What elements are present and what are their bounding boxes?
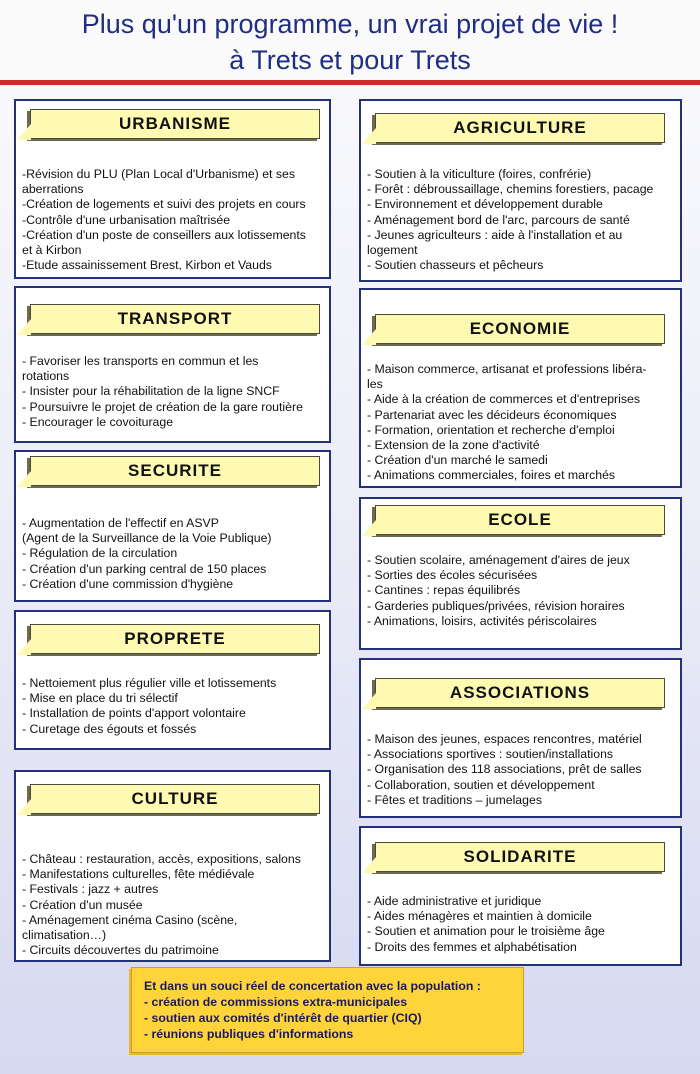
item-list-transport	[22, 354, 322, 430]
section-title-economie: ECONOMIE	[375, 314, 665, 344]
list-item: - Garderies publiques/privées, révision horaires	[367, 598, 625, 613]
list-item: - Création d'un musée	[22, 897, 143, 912]
list-item: - Mise en place du tri sélectif	[22, 691, 178, 706]
list-item: - Insister pour la réhabilitation de la ligne SNCF	[22, 384, 280, 399]
list-item: - Circuits découvertes du patrimoine	[22, 943, 219, 958]
list-item: - Aides ménagères et maintien à domicile	[367, 909, 592, 924]
list-item: - Partenariat avec les décideurs économiques	[367, 407, 617, 422]
list-item: - Environnement et développement durable	[367, 197, 603, 212]
item-list-economie	[367, 362, 672, 484]
page-title: Plus qu'un programme, un vrai projet de vie !	[81, 9, 619, 39]
list-item: - création de commissions extra-municipales	[144, 995, 408, 1009]
page-header	[0, 0, 700, 88]
section-title-agriculture: AGRICULTURE	[375, 113, 665, 143]
list-item: - Organisation des 118 associations, prêt de salles	[367, 762, 642, 777]
list-item: - Collaboration, soutien et développement	[367, 777, 595, 792]
list-item: - Favoriser les transports en commun et les rotations	[22, 354, 259, 384]
section-urbanisme	[14, 99, 331, 279]
list-item: - Festivals : jazz + autres	[22, 882, 159, 897]
list-item: - Création d'un parking central de 150 places	[22, 561, 267, 576]
list-item: - Maison commerce, artisanat et professions libéra- les	[367, 362, 647, 392]
concertation-intro: Et dans un souci réel de concertation avec la population :	[144, 979, 481, 993]
list-item: - Création d'un marché le samedi	[367, 453, 548, 468]
list-item: - Poursuivre le projet de création de la gare routière	[22, 399, 303, 414]
item-list-agriculture	[367, 167, 672, 273]
list-item: - Soutien scolaire, aménagement d'aires de jeux	[367, 553, 630, 567]
list-item: - Aide administrative et juridique	[367, 894, 542, 908]
list-item: - Installation de points d'apport volontaire	[22, 706, 246, 721]
list-item: - Jeunes agriculteurs : aide à l'installation et au logement	[367, 227, 623, 258]
list-item: - Aménagement cinéma Casino (scène, climatisation…)	[22, 912, 238, 943]
list-item: - Associations sportives : soutien/installations	[367, 747, 614, 762]
list-item: - Extension de la zone d'activité	[367, 438, 540, 453]
item-list-associations	[367, 732, 672, 808]
list-item: - Aide à la création de commerces et d'entreprises	[367, 392, 641, 407]
section-associations	[359, 658, 682, 818]
list-item: - Forêt : débroussaillage, chemins forestiers, pacage	[367, 182, 654, 197]
list-item: - Animations commerciales, foires et marchés	[367, 468, 616, 483]
section-title-ecole: ECOLE	[375, 505, 665, 535]
section-proprete	[14, 610, 331, 750]
section-ecole	[359, 497, 682, 650]
list-item: -Etude assainissement Brest, Kirbon et Vauds	[22, 258, 272, 273]
item-list-ecole	[367, 553, 672, 629]
item-list-culture	[22, 852, 322, 958]
section-securite	[14, 450, 331, 602]
list-item: - Nettoiement plus régulier ville et lotissements	[22, 676, 277, 690]
list-item: -Contrôle d'une urbanisation maîtrisée	[22, 212, 231, 227]
section-title-proprete: PROPRETE	[30, 624, 320, 654]
list-item: -Création de logements et suivi des projets en cours	[22, 197, 306, 212]
list-item: - Encourager le covoiturage	[22, 414, 174, 429]
list-item: - Augmentation de l'effectif en ASVP (Agent de la Surveillance de la Voie Publique)	[22, 516, 272, 546]
header-divider	[0, 80, 700, 85]
list-item: - Animations, loisirs, activités périscolaires	[367, 613, 597, 628]
section-economie	[359, 288, 682, 488]
list-item: -Révision du PLU (Plan Local d'Urbanisme) et ses aberrations	[22, 167, 295, 197]
list-item: - Droits des femmes et alphabétisation	[367, 939, 577, 954]
item-list-solidarite	[367, 894, 672, 955]
list-item: - Soutien chasseurs et pêcheurs	[367, 258, 544, 273]
list-item: - Soutien à la viticulture (foires, confrérie)	[367, 167, 592, 181]
list-item: - Cantines : repas équilibrés	[367, 583, 521, 598]
concertation-list	[144, 994, 511, 1042]
list-item: - Création d'une commission d'hygiène	[22, 576, 234, 591]
section-solidarite	[359, 826, 682, 966]
section-culture	[14, 770, 331, 962]
list-item: - soutien aux comités d'intérêt de quartier (CIQ)	[144, 1011, 422, 1025]
section-title-solidarite: SOLIDARITE	[375, 842, 665, 872]
list-item: - Maison des jeunes, espaces rencontres, matériel	[367, 732, 642, 746]
list-item: - Régulation de la circulation	[22, 546, 178, 561]
item-list-urbanisme	[22, 167, 322, 273]
item-list-securite	[22, 516, 322, 592]
list-item: - Sorties des écoles sécurisées	[367, 568, 538, 583]
section-agriculture	[359, 99, 682, 282]
section-title-urbanisme: URBANISME	[30, 109, 320, 139]
section-title-transport: TRANSPORT	[30, 304, 320, 334]
page-subtitle: à Trets et pour Trets	[229, 45, 471, 75]
section-transport	[14, 286, 331, 443]
list-item: - Soutien et animation pour le troisième âge	[367, 924, 605, 939]
list-item: - Aménagement bord de l'arc, parcours de santé	[367, 212, 630, 227]
list-item: - Formation, orientation et recherche d'emploi	[367, 422, 615, 437]
list-item: - Curetage des égouts et fossés	[22, 721, 197, 736]
list-item: - Manifestations culturelles, fête médiévale	[22, 867, 255, 882]
list-item: - Fêtes et traditions – jumelages	[367, 792, 542, 807]
list-item: - Château : restauration, accès, expositions, salons	[22, 852, 301, 866]
section-title-culture: CULTURE	[30, 784, 320, 814]
item-list-proprete	[22, 676, 322, 737]
section-title-securite: SECURITE	[30, 456, 320, 486]
section-title-associations: ASSOCIATIONS	[375, 678, 665, 708]
concertation-note	[131, 967, 524, 1053]
list-item: - réunions publiques d'informations	[144, 1027, 354, 1041]
list-item: -Création d'un poste de conseillers aux lotissements et à Kirbon	[22, 227, 306, 258]
